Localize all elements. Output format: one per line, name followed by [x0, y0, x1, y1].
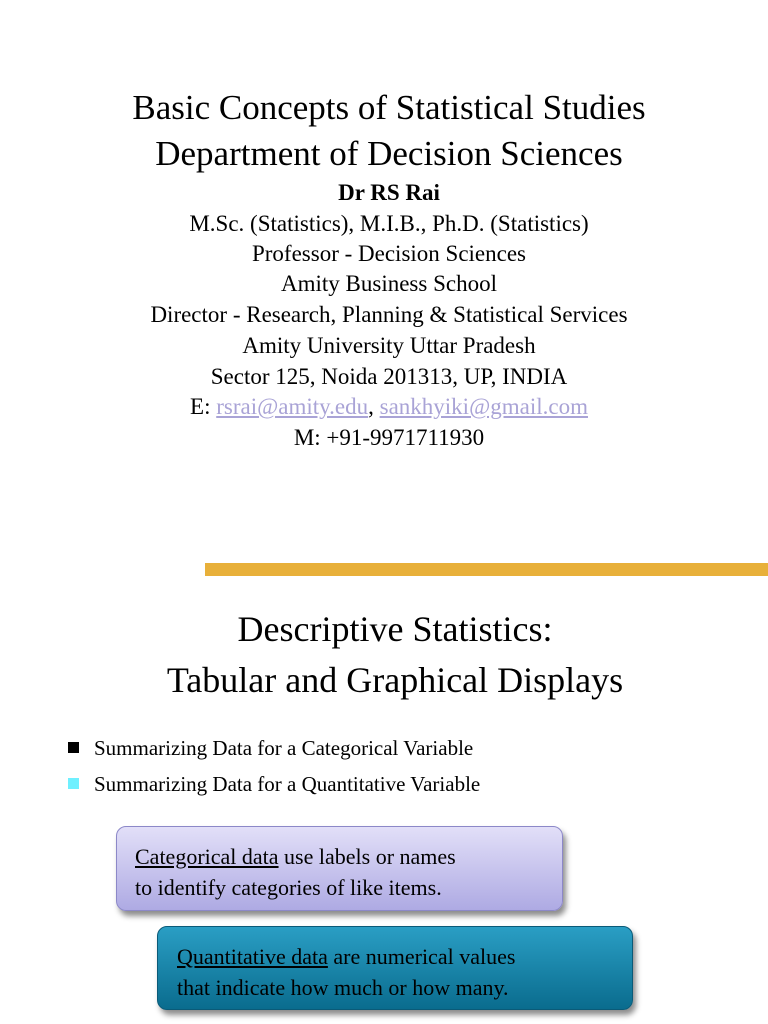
- mobile-number: M: +91-9971711930: [293, 425, 485, 450]
- author-university: Amity University Uttar Pradesh: [242, 333, 536, 358]
- quantitative-data-term: Quantitative data: [177, 944, 328, 969]
- categorical-data-term: Categorical data: [135, 844, 279, 869]
- department-title: Department of Decision Sciences: [155, 134, 623, 173]
- slide2-title-line2: Tabular and Graphical Displays: [166, 660, 624, 700]
- author-name: Dr RS Rai: [338, 180, 440, 205]
- callout-text: use labels or names: [278, 844, 456, 869]
- slide-divider-bar: [205, 563, 768, 576]
- email-prefix: E:: [190, 394, 217, 419]
- bullet-text: Summarizing Data for a Quantitative Variable: [94, 772, 481, 796]
- presentation-title: Basic Concepts of Statistical Studies: [132, 88, 646, 127]
- author-school: Amity Business School: [281, 271, 497, 296]
- cyan-square-bullet-icon: [68, 778, 79, 789]
- author-position: Professor - Decision Sciences: [251, 241, 526, 266]
- email-link-amity[interactable]: rsrai@amity.edu: [216, 394, 369, 419]
- email-link-gmail[interactable]: sankhyiki@gmail.com: [379, 394, 588, 419]
- callout-line: [135, 841, 546, 872]
- bullet-item-quantitative: [68, 770, 480, 798]
- author-address: Sector 125, Noida 201313, UP, INDIA: [210, 364, 568, 389]
- callout-line: [177, 941, 616, 972]
- bullet-text: Summarizing Data for a Categorical Variable: [94, 736, 474, 760]
- callout-line: that indicate how much or how many.: [177, 975, 509, 1000]
- quantitative-data-callout: [157, 926, 633, 1010]
- email-line: [0, 392, 768, 422]
- callout-line: to identify categories of like items.: [135, 875, 442, 900]
- categorical-data-callout: [116, 826, 563, 911]
- callout-text: are numerical values: [327, 944, 516, 969]
- black-square-bullet-icon: [68, 742, 79, 753]
- bullet-item-categorical: [68, 734, 473, 762]
- author-qualifications: M.Sc. (Statistics), M.I.B., Ph.D. (Statistics): [189, 211, 589, 236]
- slide2-title-line1: Descriptive Statistics:: [237, 609, 553, 649]
- author-director-role: Director - Research, Planning & Statistical Services: [150, 302, 628, 327]
- email-separator: ,: [368, 394, 380, 419]
